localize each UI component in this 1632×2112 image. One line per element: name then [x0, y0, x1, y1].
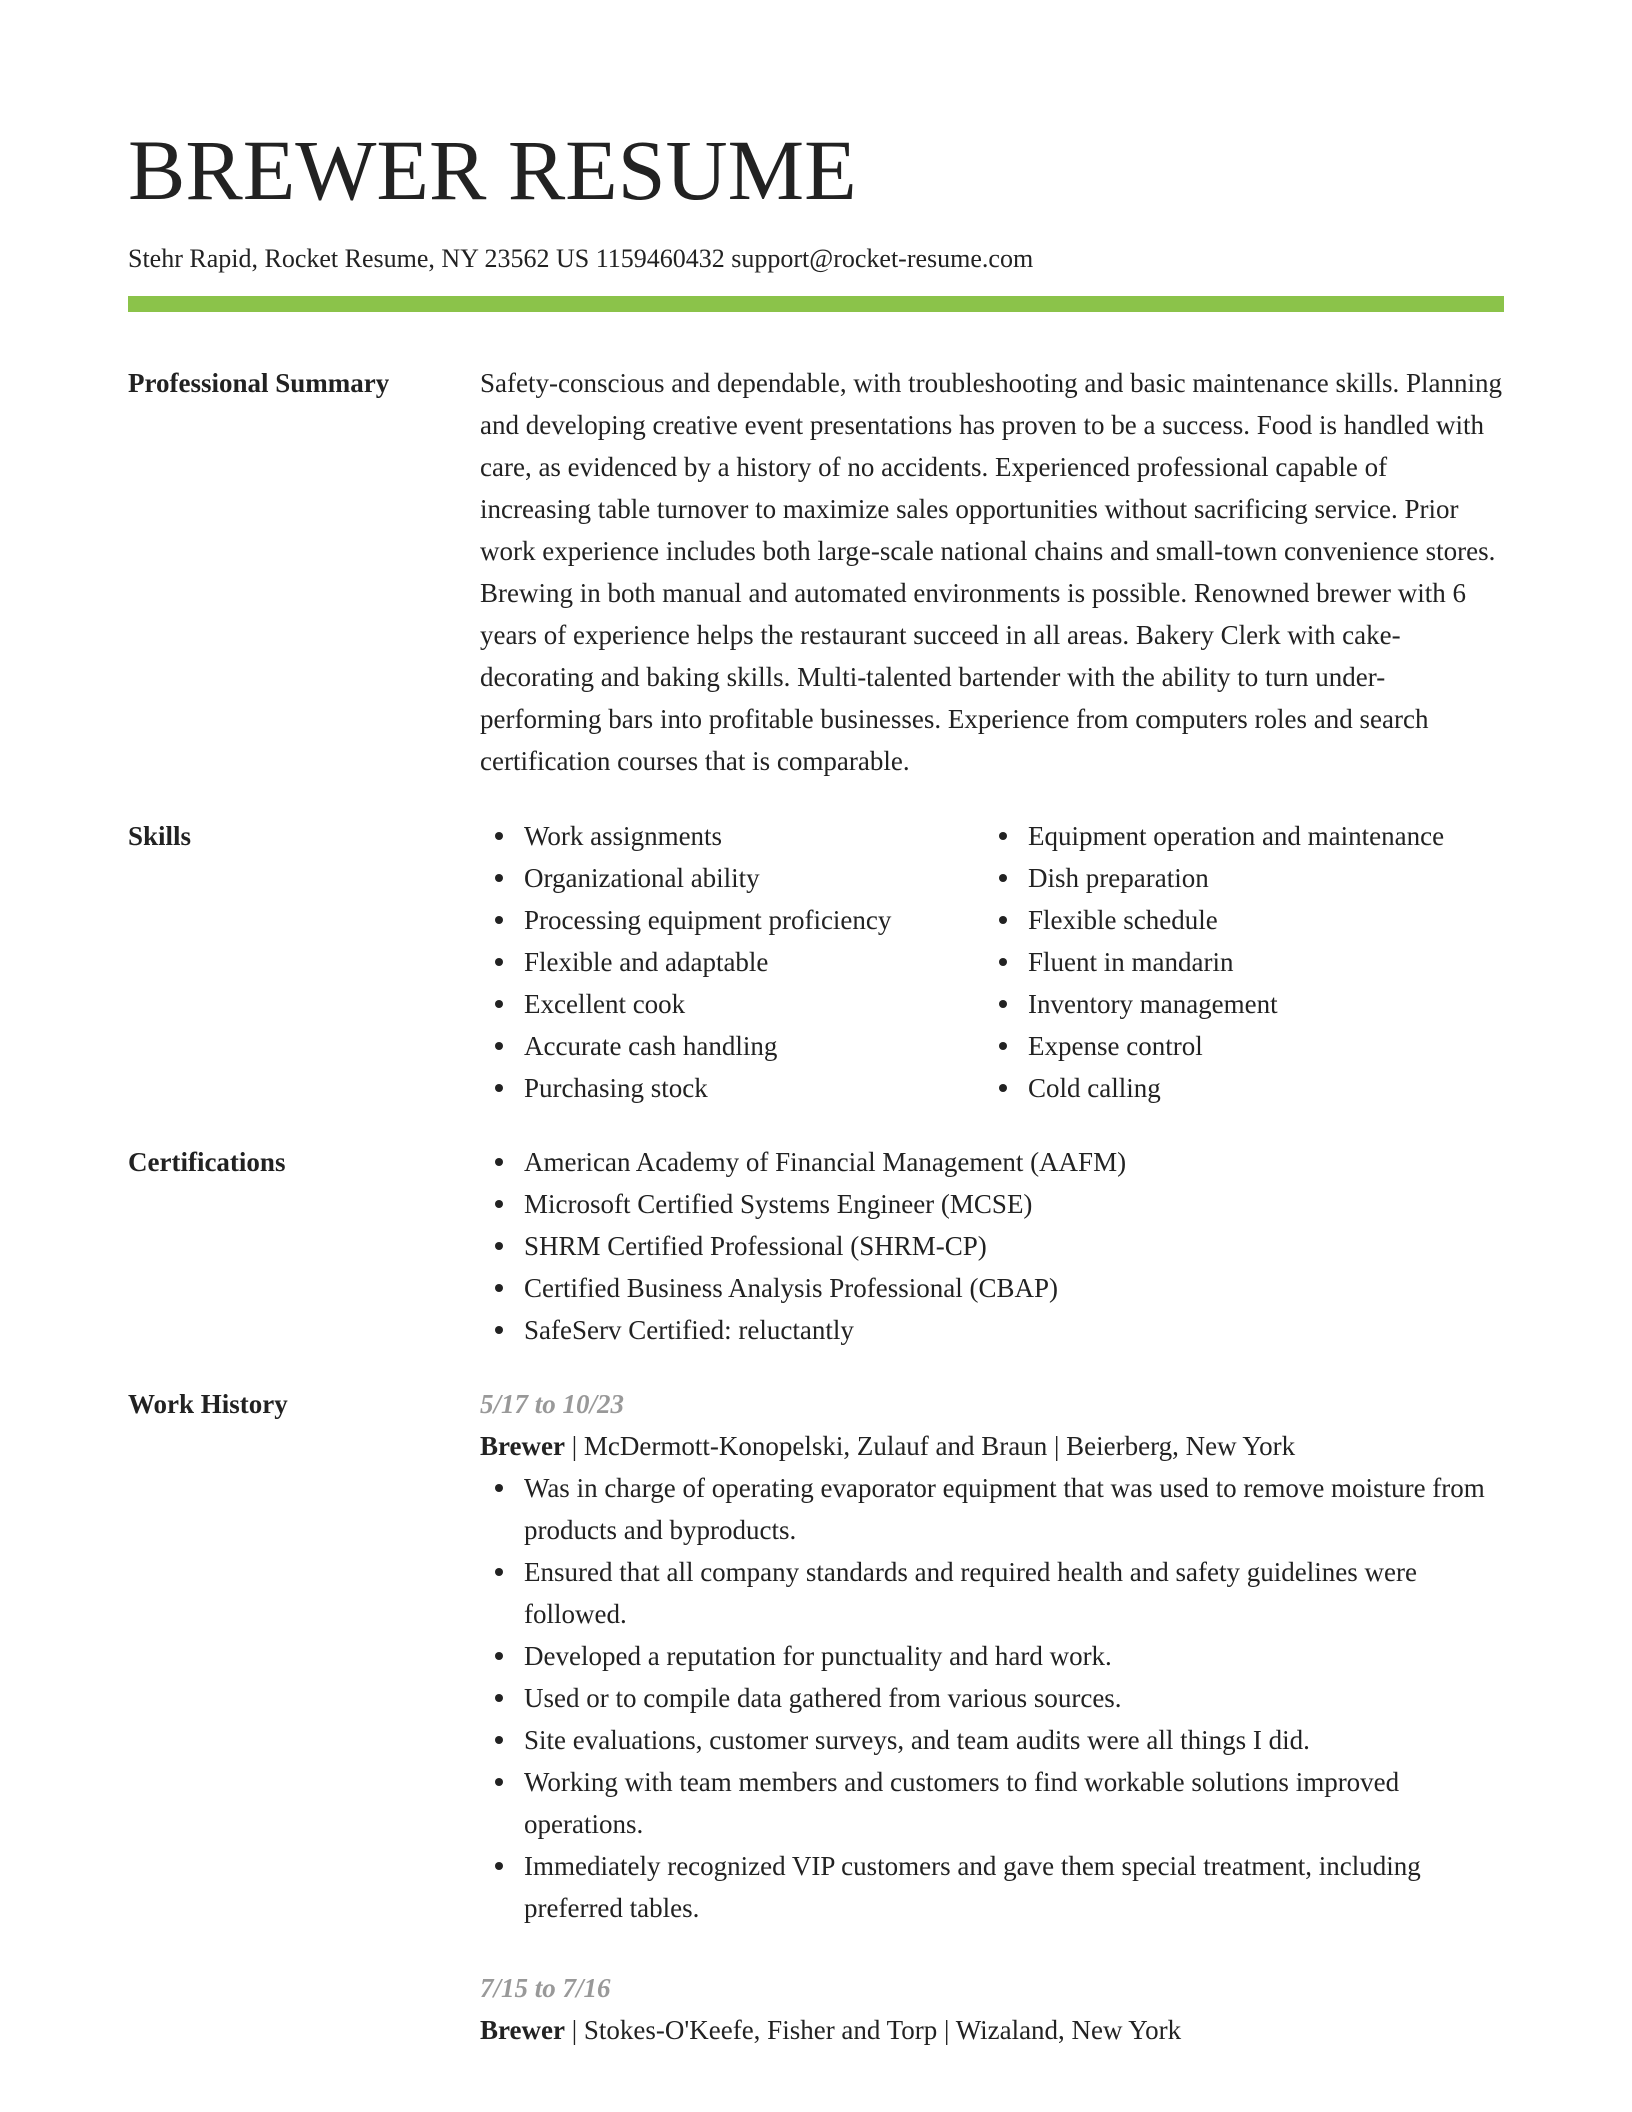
job-duty-item: Immediately recognized VIP customers and gave them special treatment, including preferred tables. [524, 1845, 1504, 1929]
job-duties-list [480, 1467, 1504, 1929]
skill-item: Expense control [1028, 1025, 1488, 1067]
section-label-summary: Professional Summary [128, 368, 390, 398]
skill-item: Flexible and adaptable [524, 941, 984, 983]
job-dates: 5/17 to 10/23 [480, 1389, 625, 1419]
skill-item: Dish preparation [1028, 857, 1488, 899]
resume-page [128, 0, 1504, 2051]
certification-item: American Academy of Financial Management (AAFM) [524, 1141, 1504, 1183]
certification-item: SHRM Certified Professional (SHRM-CP) [524, 1225, 1504, 1267]
skill-item: Inventory management [1028, 983, 1488, 1025]
summary-section [128, 362, 1504, 782]
job-title: Brewer [480, 2015, 565, 2045]
resume-title: BREWER RESUME [128, 122, 857, 218]
job-duty-item: Used or to compile data gathered from various sources. [524, 1677, 1504, 1719]
skill-item: Equipment operation and maintenance [1028, 815, 1488, 857]
section-label-skills: Skills [128, 821, 192, 851]
skill-item: Work assignments [524, 815, 984, 857]
job-entry [480, 1967, 1504, 2051]
skill-item: Cold calling [1028, 1067, 1488, 1109]
skill-item: Fluent in mandarin [1028, 941, 1488, 983]
certifications-section [128, 1141, 1504, 1351]
job-heading [480, 2009, 1504, 2051]
certifications-list [480, 1141, 1504, 1351]
certification-item: SafeServ Certified: reluctantly [524, 1309, 1504, 1351]
job-entry [480, 1383, 1504, 1929]
skills-section [128, 815, 1504, 1109]
job-employer-location: | McDermott-Konopelski, Zulauf and Braun | Beierberg, New York [564, 1431, 1296, 1461]
skill-item: Purchasing stock [524, 1067, 984, 1109]
job-duty-item: Working with team members and customers to find workable solutions improved operations. [524, 1761, 1504, 1845]
header-divider [128, 296, 1504, 312]
skill-item: Processing equipment proficiency [524, 899, 984, 941]
contact-info: Stehr Rapid, Rocket Resume, NY 23562 US 1159460432 support@rocket-resume.com [128, 244, 1034, 273]
skill-item: Accurate cash handling [524, 1025, 984, 1067]
job-title: Brewer [480, 1431, 565, 1461]
summary-text: Safety-conscious and dependable, with troubleshooting and basic maintenance skills. Planning and developing creative event presentations has proven to be a success. Food is handled with care, as evidenced by a history of no accidents. Experienced professional capable of increasing table turnover to maximize sales opportunities without sacrificing service. Prior work experience includes both large-scale national chains and small-town convenience stores. Brewing in both manual and automated environments is possible. Renowned brewer with 6 years of experience helps the restaurant succeed in all areas. Bakery Clerk with cake-decorating and baking skills. Multi-talented bartender with the ability to turn under-performing bars into profitable businesses. Experience from computers roles and search certification courses that is comparable. [480, 368, 1503, 776]
job-duty-item: Developed a reputation for punctuality and hard work. [524, 1635, 1504, 1677]
skills-list-right [984, 815, 1488, 1109]
section-label-certifications: Certifications [128, 1147, 286, 1177]
skill-item: Excellent cook [524, 983, 984, 1025]
certification-item: Microsoft Certified Systems Engineer (MCSE) [524, 1183, 1504, 1225]
job-heading [480, 1425, 1504, 1467]
work-history-section [128, 1383, 1504, 2051]
certification-item: Certified Business Analysis Professional (CBAP) [524, 1267, 1504, 1309]
job-duty-item: Site evaluations, customer surveys, and team audits were all things I did. [524, 1719, 1504, 1761]
skills-list-left [480, 815, 984, 1109]
job-duty-item: Ensured that all company standards and required health and safety guidelines were followed. [524, 1551, 1504, 1635]
section-label-work-history: Work History [128, 1389, 288, 1419]
job-dates: 7/15 to 7/16 [480, 1973, 611, 2003]
skill-item: Organizational ability [524, 857, 984, 899]
job-duty-item: Was in charge of operating evaporator equipment that was used to remove moisture from products and byproducts. [524, 1467, 1504, 1551]
job-employer-location: | Stokes-O'Keefe, Fisher and Torp | Wizaland, New York [564, 2015, 1182, 2045]
skill-item: Flexible schedule [1028, 899, 1488, 941]
